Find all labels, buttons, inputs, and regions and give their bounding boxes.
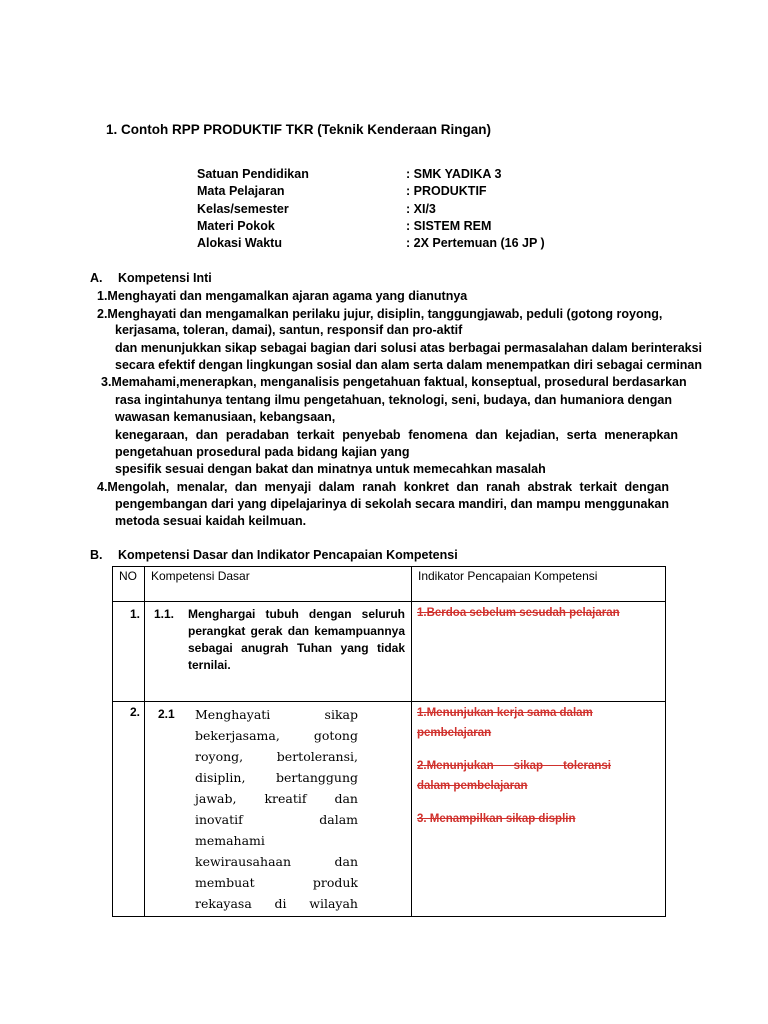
ki-line: kenegaraan, dan peradaban terkait penyebab fenomena dan kejadian, serta menerapkan	[115, 428, 678, 442]
row-no	[113, 702, 145, 917]
row-indikator	[412, 602, 666, 702]
kd-line: inovatif dalam	[195, 812, 358, 827]
ki-line: 1.Menghayati dan mengamalkan ajaran agama yang dianutnya	[97, 289, 468, 303]
header-no-text: NO	[119, 569, 137, 583]
kd-line: perangkat gerak dan kemampuannya	[188, 624, 405, 638]
row-kd	[145, 602, 412, 702]
info-label-kelas: Kelas/semester	[197, 202, 289, 216]
ki-line: secara efektif dengan lingkungan sosial dan alam serta dalam menempatkan diri sebagai cerminan	[115, 358, 703, 372]
section-a-heading	[90, 271, 212, 285]
kd-number: 1.1.	[154, 607, 175, 621]
info-value-mapel: : PRODUKTIF	[406, 184, 487, 198]
info-label-alokasi: Alokasi Waktu	[197, 236, 282, 250]
info-value-satuan: : SMK YADIKA 3	[406, 167, 502, 181]
indikator-item: pembelajaran	[417, 727, 492, 739]
ki-line: dan menunjukkan sikap sebagai bagian dari solusi atas berbagai permasalahan dalam berinteraksi	[115, 341, 703, 355]
indikator-item: dalam pembelajaran	[417, 780, 528, 792]
info-value-materi: : SISTEM REM	[406, 219, 492, 233]
indikator-item: 3. Menampilkan sikap displin	[417, 813, 576, 825]
ki-line: 3.Memahami,menerapkan, menganalisis pengetahuan faktual, konseptual, prosedural berdasarkan	[101, 375, 687, 389]
kd-line: disiplin, bertanggung	[195, 770, 358, 785]
kd-line: Menghargai tubuh dengan seluruh	[188, 607, 405, 621]
ki-line: metoda sesuai kaidah keilmuan.	[115, 514, 307, 528]
indikator-item: 2.Menunjukan sikap toleransi	[417, 760, 611, 772]
header-indikator-text: Indikator Pencapaian Kompetensi	[418, 569, 598, 583]
ki-line: spesifik sesuai dengan bakat dan minatnya untuk memecahkan masalah	[115, 462, 546, 476]
section-b-heading	[90, 548, 458, 562]
header-kd-text: Kompetensi Dasar	[151, 569, 250, 583]
ki-line: pengetahuan prosedural pada bidang kajian yang	[115, 445, 410, 459]
row-no	[113, 602, 145, 702]
kd-line: kewirausahaan dan	[195, 854, 358, 869]
table-row	[113, 702, 666, 917]
header-indikator	[412, 567, 666, 602]
kd-description	[195, 704, 358, 914]
row-no-text: 2.	[129, 705, 140, 719]
kd-line: royong, bertoleransi,	[195, 749, 358, 764]
indikator-item: 1.Berdoa sebelum sesudah pelajaran	[417, 607, 620, 619]
table-header-row	[113, 567, 666, 602]
info-value-alokasi: : 2X Pertemuan (16 JP )	[406, 236, 545, 250]
kd-line: memahami	[195, 833, 265, 848]
kd-line: rekayasa di wilayah	[195, 896, 358, 911]
ki-line: 2.Menghayati dan mengamalkan perilaku jujur, disiplin, tanggungjawab, peduli (gotong royong,	[97, 307, 663, 321]
kd-line: membuat produk	[195, 875, 358, 890]
ki-line: wawasan kemanusiaan, kebangsaan,	[115, 410, 336, 424]
ki-line: rasa ingintahunya tentang ilmu pengetahuan, teknologi, seni, budaya, dan humaniora dengan	[115, 393, 672, 407]
row-indikator	[412, 702, 666, 917]
kd-line: sebagai anugrah Tuhan yang tidak	[188, 641, 405, 655]
row-kd	[145, 702, 412, 917]
ki-line: pengembangan dari yang dipelajarinya di sekolah secara mandiri, dan mampu menggunakan	[115, 497, 669, 511]
info-label-materi: Materi Pokok	[197, 219, 275, 233]
section-a-letter: A.	[90, 271, 103, 285]
section-a-title: Kompetensi Inti	[118, 271, 212, 285]
page-title: 1. Contoh RPP PRODUKTIF TKR (Teknik Kenderaan Ringan)	[106, 122, 492, 137]
kd-line: bekerjasama, gotong	[195, 728, 358, 743]
table-row	[113, 602, 666, 702]
kompetensi-table	[112, 566, 666, 917]
indikator-item: 1.Menunjukan kerja sama dalam	[417, 707, 593, 719]
info-label-mapel: Mata Pelajaran	[197, 184, 285, 198]
ki-line: kerjasama, toleran, damai), santun, responsif dan pro-aktif	[115, 323, 463, 337]
kd-line: ternilai.	[188, 658, 231, 672]
row-no-text: 1.	[129, 607, 140, 621]
header-no	[113, 567, 145, 602]
kd-number: 2.1	[158, 707, 175, 721]
kd-line: Menghayati sikap	[195, 707, 358, 722]
info-label-satuan: Satuan Pendidikan	[197, 167, 309, 181]
section-b-letter: B.	[90, 548, 103, 562]
info-value-kelas: : XI/3	[406, 202, 436, 216]
kd-line: jawab, kreatif dan	[195, 791, 358, 806]
section-b-title: Kompetensi Dasar dan Indikator Pencapaian Kompetensi	[118, 548, 458, 562]
ki-line: 4.Mengolah, menalar, dan menyaji dalam ranah konkret dan ranah abstrak terkait dengan	[97, 480, 669, 494]
header-kd	[145, 567, 412, 602]
